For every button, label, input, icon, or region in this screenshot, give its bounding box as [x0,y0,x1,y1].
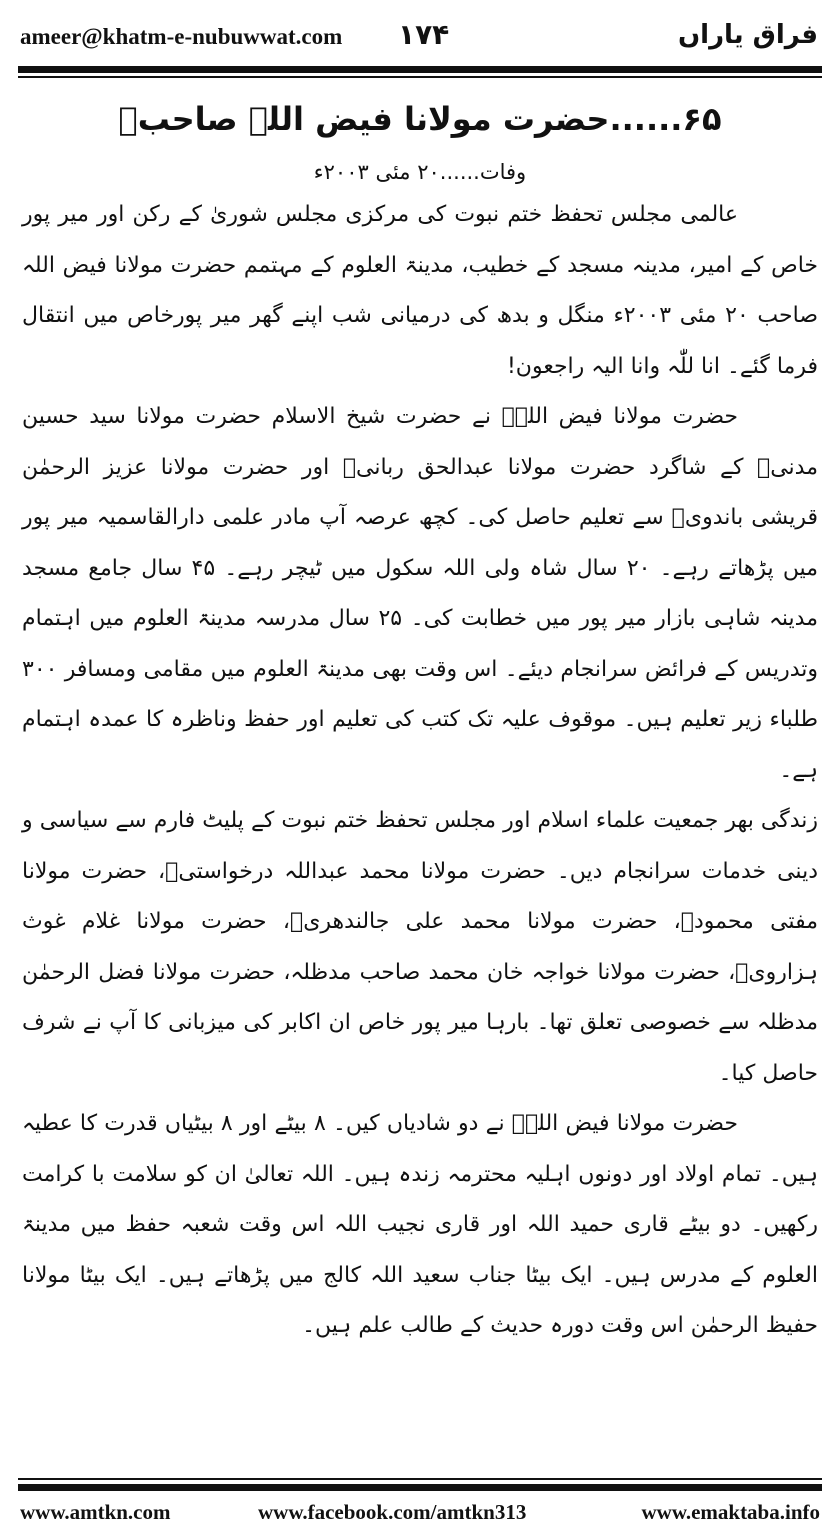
footer-link-facebook[interactable]: www.facebook.com/amtkn313 [258,1500,527,1524]
paragraph: حضرت مولانا فیض اللہؒ نے حضرت شیخ الاسلام حضرت مولانا سید حسین مدنیؒ کے شاگرد حضرت مولانا عبدالحق ربانیؒ اور حضرت مولانا عزیز الرحمٰن قریشی باندویؒ سے تعلیم حاصل کی۔ کچھ عرصہ آپ مادر علمی دارالقاسمیہ میر پور میں پڑھاتے رہے۔ ۲۰ سال شاہ ولی اللہ سکول میں ٹیچر رہے۔ ۴۵ سال جامع مسجد مدینہ شاہی بازار میر پور میں خطابت کی۔ ۲۵ سال مدرسہ مدینۃ العلوم میں اہتمام وتدریس کے فرائض سرانجام دیئے۔ اس وقت بھی مدینۃ العلوم میں مقامی ومسافر ۳۰۰ طلباء زیر تعلیم ہیں۔ موقوف علیہ تک کتب کی تعلیم اور حفظ وناظرہ کا عمدہ اہتمام ہے۔ [22,404,818,783]
page-number: ۱۷۴ [398,18,450,51]
header-rule-thick [18,66,822,73]
article-title: ۶۵......حضرت مولانا فیض اللہ صاحبؒ [118,100,722,138]
article-subtitle: وفات......۲۰ مئی ۲۰۰۳ء [313,160,527,184]
paragraph: حضرت مولانا فیض اللہؒ نے دو شادیاں کیں۔ ۸ بیٹے اور ۸ بیٹیاں قدرت کا عطیہ ہیں۔ تمام اولاد اور دونوں اہلیہ محترمہ زندہ ہیں۔ اللہ تعالیٰ ان کو سلامت با کرامت رکھیں۔ دو بیٹے قاری حمید اللہ اور قاری نجیب اللہ اس وقت شعبہ حفظ میں مدینۃ العلوم کے مدرس ہیں۔ ایک بیٹا جناب سعید اللہ کالج میں پڑھاتے ہیں۔ ایک بیٹا مولانا حفیظ الرحمٰن اس وقت دورہ حدیث کے طالب علم ہیں۔ [22,1111,818,1338]
footer-link-emaktaba[interactable]: www.emaktaba.info [641,1500,820,1524]
header-email: ameer@khatm-e-nubuwwat.com [20,24,343,49]
footer-link-amtkn[interactable]: www.amtkn.com [20,1500,171,1524]
book-title: فراق یاراں [677,20,818,50]
page-header [18,18,822,62]
paragraph: عالمی مجلس تحفظ ختم نبوت کی مرکزی مجلس شوریٰ کے رکن اور میر پور خاص کے امیر، مدینہ مسجد کے خطیب، مدینۃ العلوم کے مہتمم حضرت مولانا فیض اللہ صاحب ۲۰ مئی ۲۰۰۳ء منگل و بدھ کی درمیانی شب اپنے گھر میر پورخاص میں انتقال فرما گئے۔ انا للّٰہ وانا الیہ راجعون! [22,202,818,379]
header-rule-thin [18,76,822,78]
paragraph: زندگی بھر جمعیت علماء اسلام اور مجلس تحفظ ختم نبوت کے پلیٹ فارم سے سیاسی و دینی خدمات سرانجام دیں۔ حضرت مولانا محمد عبداللہ درخواستیؒ، حضرت مولانا مفتی محمودؒ، حضرت مولانا محمد علی جالندھریؒ، حضرت مولانا غلام غوث ہزارویؒ، حضرت مولانا خواجہ خان محمد صاحب مدظلہ، حضرت مولانا فضل الرحمٰن مدظلہ سے خصوصی تعلق تھا۔ بارہا میر پور خاص ان اکابر کی میزبانی کا آپ نے شرف حاصل کیا۔ [22,808,818,1086]
footer-rule-thick [18,1484,822,1491]
footer-rule-thin [18,1478,822,1480]
page-footer [18,1498,822,1532]
article-body [22,190,818,1352]
